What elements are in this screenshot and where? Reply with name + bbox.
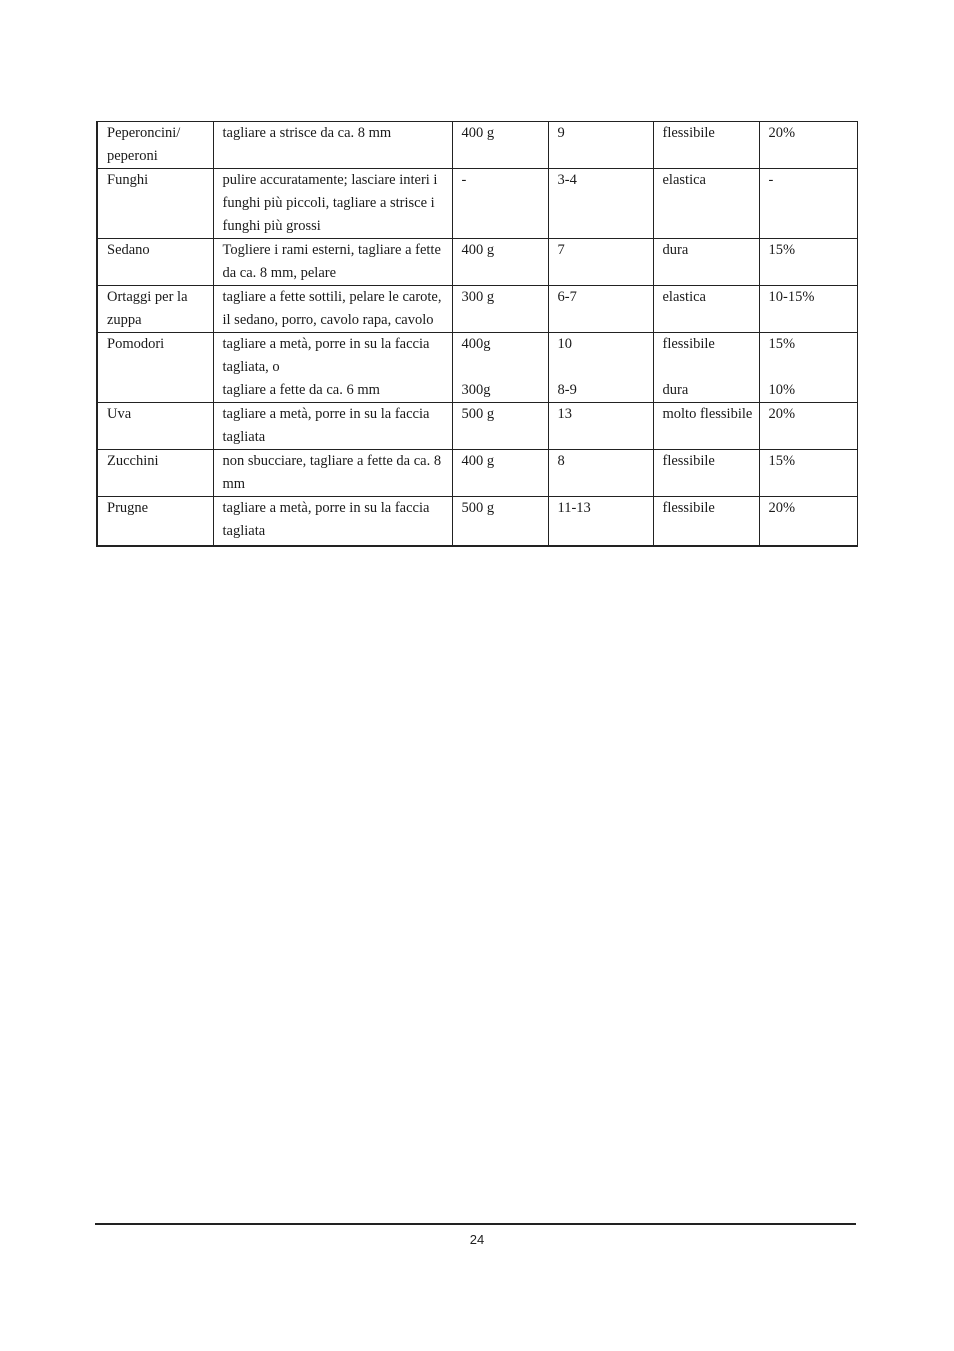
table-row xyxy=(97,333,857,403)
prep-cell: pulire accuratamente; lasciare interi i funghi più piccoli, tagliare a strisce i funghi più grossi xyxy=(213,169,452,239)
prep-line: tagliare a metà, porre in su la faccia tagliata, o xyxy=(222,336,430,375)
food-cell: Pomodori xyxy=(97,333,213,403)
texture-cell: molto flessibile xyxy=(653,403,759,450)
prep-cell: non sbucciare, tagliare a fette da ca. 8 mm xyxy=(213,450,452,497)
texture-cell: flessibile xyxy=(653,450,759,497)
time-cell: 11-13 xyxy=(548,497,653,546)
prep-cell: tagliare a metà, porre in su la faccia tagliata xyxy=(213,403,452,450)
time-cell: 9 xyxy=(548,122,653,169)
pct-line: 15% xyxy=(768,336,796,352)
time-cell xyxy=(548,333,653,403)
time-cell: 7 xyxy=(548,239,653,286)
food-cell: Zucchini xyxy=(97,450,213,497)
pct-cell: - xyxy=(759,169,857,239)
table-row xyxy=(97,497,857,546)
time-cell: 8 xyxy=(548,450,653,497)
table-row xyxy=(97,122,857,169)
qty-cell: 400 g xyxy=(452,450,548,497)
qty-cell: 500 g xyxy=(452,497,548,546)
time-cell: 3-4 xyxy=(548,169,653,239)
time-line: 10 xyxy=(557,336,572,352)
time-cell: 13 xyxy=(548,403,653,450)
texture-cell: elastica xyxy=(653,286,759,333)
food-cell: Uva xyxy=(97,403,213,450)
pct-cell: 20% xyxy=(759,497,857,546)
texture-line: flessibile xyxy=(662,336,715,352)
time-line: 8-9 xyxy=(557,382,577,398)
pct-cell: 20% xyxy=(759,122,857,169)
food-cell: Sedano xyxy=(97,239,213,286)
page-number: 24 xyxy=(469,1232,485,1247)
pct-cell xyxy=(759,333,857,403)
pct-cell: 15% xyxy=(759,239,857,286)
table-row xyxy=(97,169,857,239)
pct-cell: 15% xyxy=(759,450,857,497)
qty-cell: - xyxy=(452,169,548,239)
texture-cell: dura xyxy=(653,239,759,286)
footer-rule xyxy=(95,1223,856,1225)
prep-cell: tagliare a metà, porre in su la faccia tagliata xyxy=(213,497,452,546)
qty-line: 300g xyxy=(461,382,491,398)
prep-cell: tagliare a strisce da ca. 8 mm xyxy=(213,122,452,169)
prep-line: tagliare a fette da ca. 6 mm xyxy=(222,382,380,398)
table-row xyxy=(97,450,857,497)
pct-cell: 20% xyxy=(759,403,857,450)
prep-cell: Togliere i rami esterni, tagliare a fette da ca. 8 mm, pelare xyxy=(213,239,452,286)
food-cell: Funghi xyxy=(97,169,213,239)
qty-cell: 300 g xyxy=(452,286,548,333)
qty-cell: 500 g xyxy=(452,403,548,450)
prep-cell: tagliare a fette sottili, pelare le carote, il sedano, porro, cavolo rapa, cavolo xyxy=(213,286,452,333)
qty-cell xyxy=(452,333,548,403)
food-cell: Prugne xyxy=(97,497,213,546)
texture-line: dura xyxy=(662,382,689,398)
texture-cell: elastica xyxy=(653,169,759,239)
table-row xyxy=(97,286,857,333)
food-cell: Ortaggi per la zuppa xyxy=(97,286,213,333)
table-row xyxy=(97,239,857,286)
pct-cell: 10-15% xyxy=(759,286,857,333)
texture-cell: flessibile xyxy=(653,497,759,546)
texture-cell xyxy=(653,333,759,403)
prep-cell xyxy=(213,333,452,403)
food-cell: Peperoncini/ peperoni xyxy=(97,122,213,169)
drying-table xyxy=(96,121,858,547)
qty-cell: 400 g xyxy=(452,239,548,286)
table-row xyxy=(97,403,857,450)
qty-cell: 400 g xyxy=(452,122,548,169)
pct-line: 10% xyxy=(768,382,796,398)
time-cell: 6-7 xyxy=(548,286,653,333)
qty-line: 400g xyxy=(461,336,491,352)
texture-cell: flessibile xyxy=(653,122,759,169)
